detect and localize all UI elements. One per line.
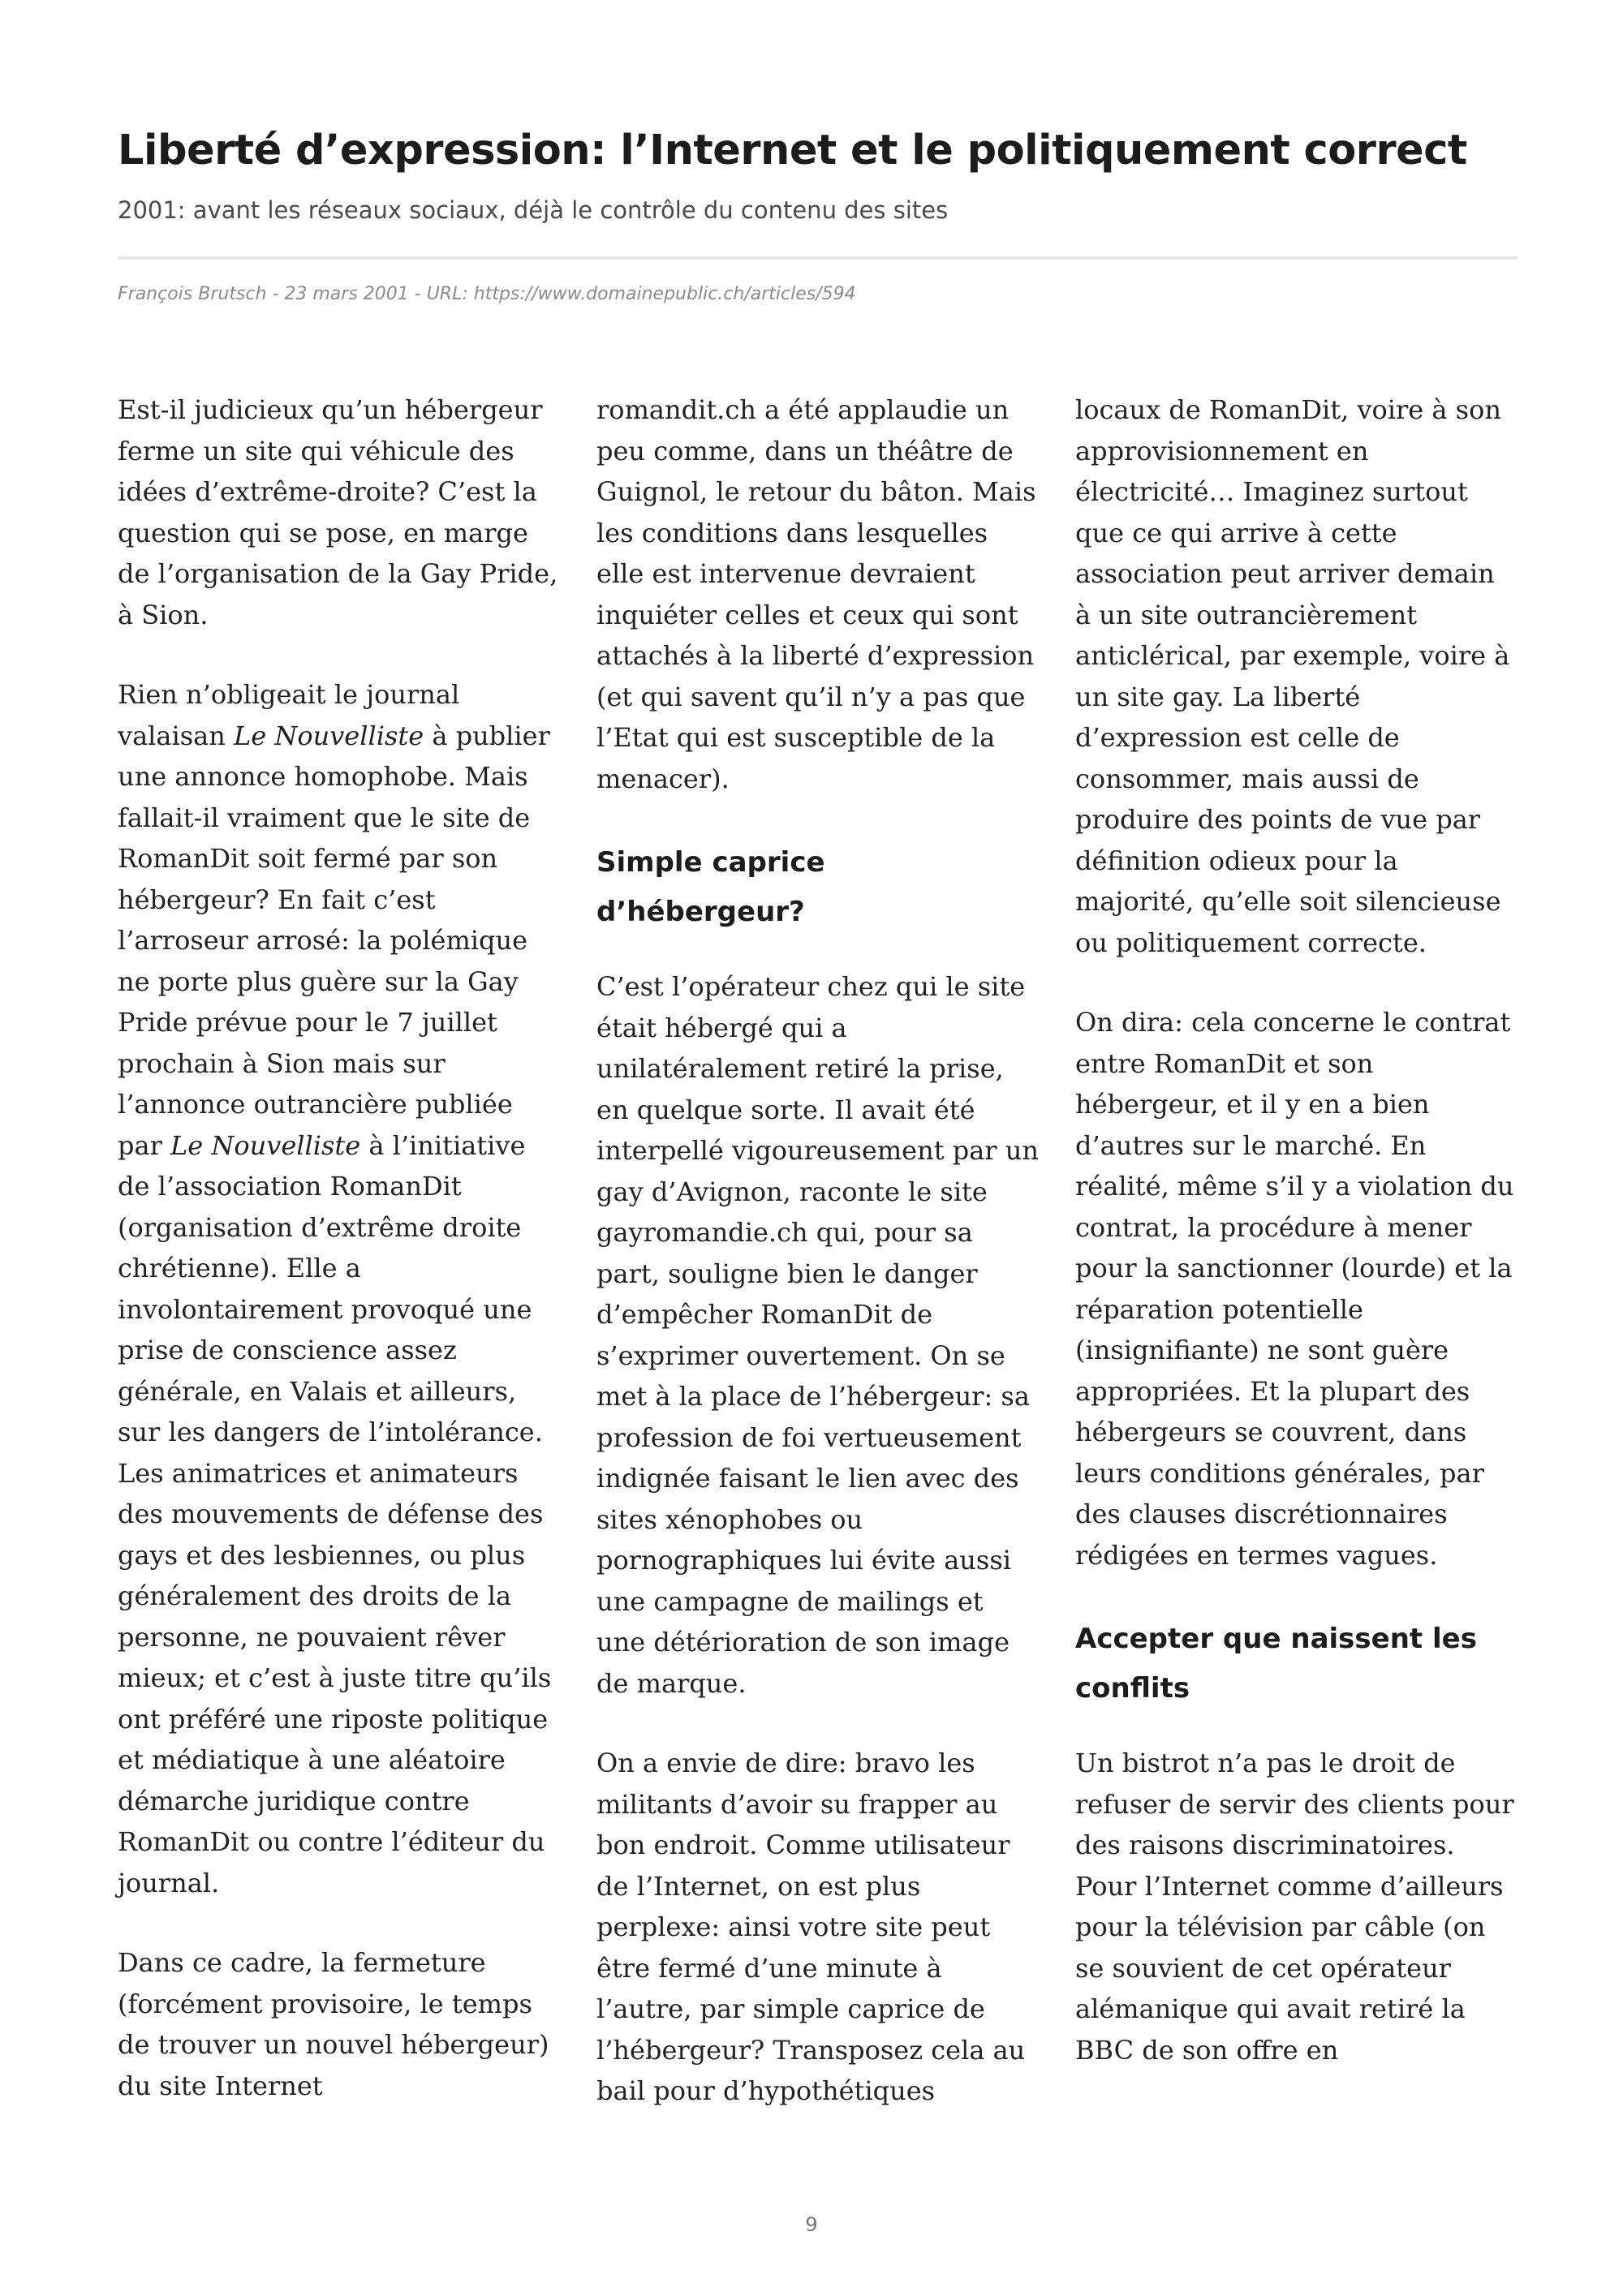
paragraph: locaux de RomanDit, voire à son approvisionnement en électricité… Imaginez surtout que ce qui arrive à cette association peut arriver demain à un site outrancièrement anticlérical, par exemple, voire à un site gay. La liberté d’expression est celle de consommer, mais aussi de produire des points de vue par définition odieux pour la majorité, qu’elle soit silencieuse ou politiquement correcte.: [1075, 394, 1510, 958]
page-number: 9: [805, 2213, 818, 2236]
publication-name: Le Nouvelliste: [233, 720, 424, 751]
text-run: à publier une annonce homophobe. Mais fallait-il vraiment que le site de RomanDit soit fermé par son hébergeur? En fait c’est l’arroseur arrosé: la polémique ne porte plus guère sur la Gay Pride prévue pour le 7 juillet prochain à Sion mais sur l’annonce outrancière publiée par: [118, 720, 550, 1161]
article-subtitle: 2001: avant les réseaux sociaux, déjà le contrôle du contenu des sites: [118, 196, 949, 225]
paragraph: [118, 674, 560, 1903]
section-heading: Simple caprice d’hébergeur?: [596, 846, 825, 928]
article-title: Liberté d’expression: l’Internet et le politiquement correct: [118, 127, 1467, 174]
paragraph: Un bistrot n’a pas le droit de refuser de servir des clients pour des raisons discriminatoires. Pour l’Internet comme d’ailleurs pour la télévision par câble (on se souvient de cet opérateur alémanique qui avait retiré la BBC de son offre en: [1075, 1748, 1514, 2066]
article-meta: François Brutsch - 23 mars 2001 - URL: https://www.domainepublic.ch/articles/594: [118, 284, 856, 305]
paragraph: On a envie de dire: bravo les militants d’avoir su frapper au bon endroit. Comme utilisateur de l’Internet, on est plus perplexe: ainsi votre site peut être fermé d’une minute à l’autre, par simple caprice de l’hébergeur? Transposez cela au bail pour d’hypothétiques: [596, 1748, 1026, 2106]
paragraph: C’est l’opérateur chez qui le site était hébergé qui a unilatéralement retiré la prise, en quelque sorte. Il avait été interpellé vigoureusement par un gay d’Avignon, raconte le site gayromandie.ch qui, pour sa part, souligne bien le danger d’empêcher RomanDit de s’exprimer ouvertement. On se met à la place de l’hébergeur: sa profession de foi vertueusement indignée faisant le lien avec des sites xénophobes ou pornographiques lui évite aussi une campagne de mailings et une détérioration de son image de marque.: [596, 971, 1039, 1699]
text-run: à l’initiative de l’association RomanDit (organisation d’extrême droite chrétienne). Elle a involontairement provoqué une prise de conscience assez générale, en Valais et ailleurs, sur les dangers de l’intolérance. Les animatrices et animateurs des mouvements de défense des gays et des lesbiennes, ou plus généralement des droits de la personne, ne pouvaient rêver mieux; et c’est à juste titre qu’ils ont préféré une riposte politique et médiatique à une aléatoire démarche juridique contre RomanDit ou contre l’éditeur du journal.: [118, 1129, 552, 1898]
header-divider: [118, 256, 1518, 260]
paragraph: On dira: cela concerne le contrat entre RomanDit et son hébergeur, et il y en a bien d’autres sur le marché. En réalité, même s’il y a violation du contrat, la procédure à mener pour la sanctionner (lourde) et la réparation potentielle (insignifiante) ne sont guère appropriées. Et la plupart des hébergeurs se couvrent, dans leurs conditions générales, par des clauses discrétionnaires rédigées en termes vagues.: [1075, 1007, 1514, 1571]
column-3: [1075, 389, 1518, 2109]
paragraph: romandit.ch a été applaudie un peu comme, dans un théâtre de Guignol, le retour du bâton. Mais les conditions dans lesquelles elle est intervenue devraient inquiéter celles et ceux qui sont attachés à la liberté d’expression (et qui savent qu’il n’y a pas que l’Etat qui est susceptible de la menacer).: [596, 394, 1036, 794]
publication-name: Le Nouvelliste: [170, 1129, 361, 1161]
paragraph: Dans ce cadre, la fermeture (forcément provisoire, le temps de trouver un nouvel hébergeur) du site Internet: [118, 1947, 549, 2101]
article-header: [118, 126, 1518, 304]
column-1: [118, 389, 560, 2145]
section-heading: Accepter que naissent les conflits: [1075, 1623, 1477, 1705]
article-body: [118, 389, 1522, 2182]
paragraph: Est-il judicieux qu’un hébergeur ferme un site qui véhicule des idées d’extrême-droite? C’est la question qui se pose, en marge de l’organisation de la Gay Pride, à Sion.: [118, 394, 558, 630]
text-run: Rien n’obligeait le journal valaisan: [118, 679, 460, 751]
column-2: [596, 389, 1039, 2151]
